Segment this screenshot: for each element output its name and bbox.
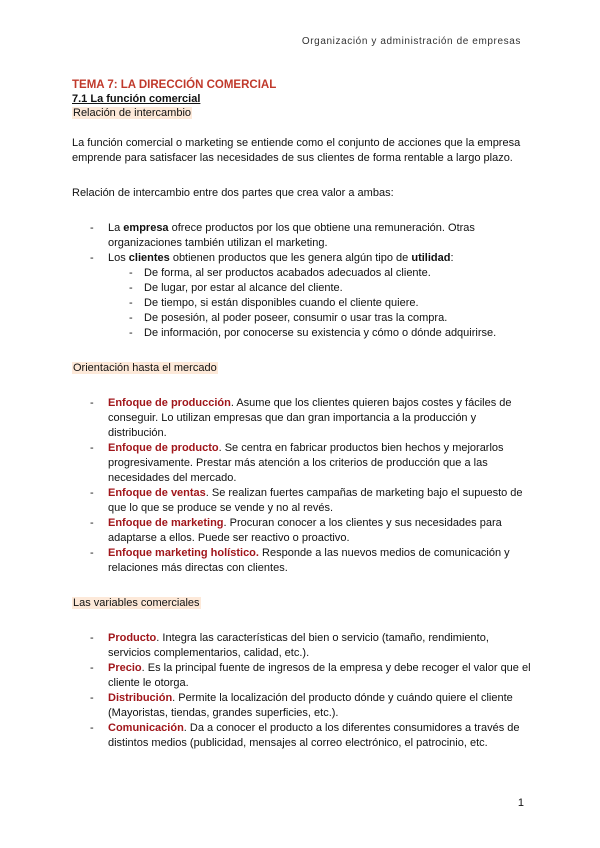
variable-text: . Permite la localización del producto dónde y cuándo quiere el cliente (Mayoristas, tiendas, grandes superficies, etc.). [108, 692, 513, 719]
list-item [72, 516, 532, 546]
page-content [72, 78, 532, 751]
bullet: - [129, 297, 133, 309]
variable-text: . Integra las características del bien o servicio (tamaño, rendimiento, servicios complementarios, calidad, etc.). [108, 632, 489, 659]
enfoque-term: Enfoque de ventas [108, 487, 206, 499]
item-text: La [108, 222, 124, 234]
list-item [72, 311, 532, 326]
bullet: - [129, 267, 133, 279]
list-item-empresa [72, 221, 532, 251]
bullet: - [90, 692, 94, 704]
list-item [72, 266, 532, 281]
list-item [72, 721, 532, 751]
utility-text: De forma, al ser productos acabados adecuados al cliente. [144, 267, 431, 279]
utility-text: De lugar, por estar al alcance del cliente. [144, 282, 343, 294]
intercambio-list [72, 221, 532, 341]
list-item [72, 661, 532, 691]
bullet: - [90, 517, 94, 529]
relacion-heading [72, 106, 532, 121]
variable-text: . Da a conocer el producto a los diferentes consumidores a través de distintos medios (publicidad, mensajes al correo electrónico, el patrocinio, etc. [108, 722, 520, 749]
bullet: - [90, 662, 94, 674]
bullet: - [90, 442, 94, 454]
bullet: - [90, 547, 94, 559]
enfoque-term: Enfoque de marketing [108, 517, 224, 529]
variable-term: Distribución [108, 692, 173, 704]
list-item [72, 326, 532, 341]
orientacion-heading [72, 361, 532, 376]
intercambio-paragraph: Relación de intercambio entre dos partes que crea valor a ambas: [72, 187, 394, 199]
list-item [72, 441, 532, 486]
bullet: - [129, 282, 133, 294]
list-item [72, 546, 532, 576]
variables-heading [72, 596, 532, 611]
utilities-list [108, 266, 532, 341]
enfoque-term: Enfoque marketing holístico. [108, 547, 259, 559]
relacion-heading-text: Relación de intercambio [73, 107, 192, 119]
utility-text: De posesión, al poder poseer, consumir o usar tras la compra. [144, 312, 448, 324]
list-item-clientes [72, 251, 532, 341]
item-text: : [450, 252, 454, 264]
running-header: Organización y administración de empresas [301, 36, 521, 47]
bullet: - [90, 487, 94, 499]
clientes-term: clientes [128, 252, 170, 264]
list-item [72, 691, 532, 721]
list-item [72, 631, 532, 661]
variables-list [72, 631, 532, 751]
utility-text: De tiempo, si están disponibles cuando el cliente quiere. [144, 297, 419, 309]
bullet: - [129, 327, 133, 339]
utility-text: De información, por conocerse su existencia y cómo o dónde adquirirse. [144, 327, 497, 339]
bullet: - [90, 397, 94, 409]
enfoques-list [72, 396, 532, 576]
list-item [72, 396, 532, 441]
variable-term: Producto [108, 632, 157, 644]
list-item [72, 296, 532, 311]
tema-title: TEMA 7: LA DIRECCIÓN COMERCIAL [72, 79, 277, 91]
enfoque-text: . Se realizan fuertes campañas de marketing bajo el supuesto de que lo que se produce se vende y no al revés. [108, 487, 523, 514]
item-text: ofrece productos por los que obtiene una remuneración. Otras organizaciones también utilizan el marketing. [108, 222, 475, 249]
item-text: obtienen productos que les genera algún tipo de [169, 252, 412, 264]
enfoque-text: Responde a las nuevos medios de comunicación y relaciones más directas con clientes. [108, 547, 510, 574]
bullet: - [90, 632, 94, 644]
definition-paragraph: La función comercial o marketing se entiende como el conjunto de acciones que la empresa emprende para satisfacer las necesidades de sus clientes de forma rentable a largo plazo. [72, 137, 521, 164]
variable-term: Comunicación [108, 722, 184, 734]
variables-heading-text: Las variables comerciales [73, 597, 200, 609]
variable-term: Precio [108, 662, 142, 674]
bullet: - [90, 222, 94, 234]
section-title: 7.1 La función comercial [72, 93, 201, 105]
bullet: - [90, 722, 94, 734]
enfoque-text: . Asume que los clientes quieren bajos costes y fáciles de conseguir. Lo utilizan empresas que dan gran importancia a la producción y distribución. [108, 397, 512, 439]
utilidad-term: utilidad [411, 252, 451, 264]
enfoque-text: . Se centra en fabricar productos bien hechos y mejorarlos progresivamente. Prestar más atención a los criterios de producción que a las necesidades del mercado. [108, 442, 504, 484]
orientacion-heading-text: Orientación hasta el mercado [73, 362, 217, 374]
bullet: - [90, 252, 94, 264]
enfoque-term: Enfoque de producción [108, 397, 231, 409]
enfoque-term: Enfoque de producto [108, 442, 219, 454]
list-item [72, 486, 532, 516]
list-item [72, 281, 532, 296]
enfoque-text: . Procuran conocer a los clientes y sus necesidades para adaptarse a ellos. Puede ser reactivo o proactivo. [108, 517, 502, 544]
bullet: - [129, 312, 133, 324]
empresa-term: empresa [123, 222, 169, 234]
item-text: Los [108, 252, 129, 264]
variable-text: . Es la principal fuente de ingresos de la empresa y debe recoger el valor que el cliente le otorga. [108, 662, 531, 689]
page-number: 1 [517, 797, 524, 809]
